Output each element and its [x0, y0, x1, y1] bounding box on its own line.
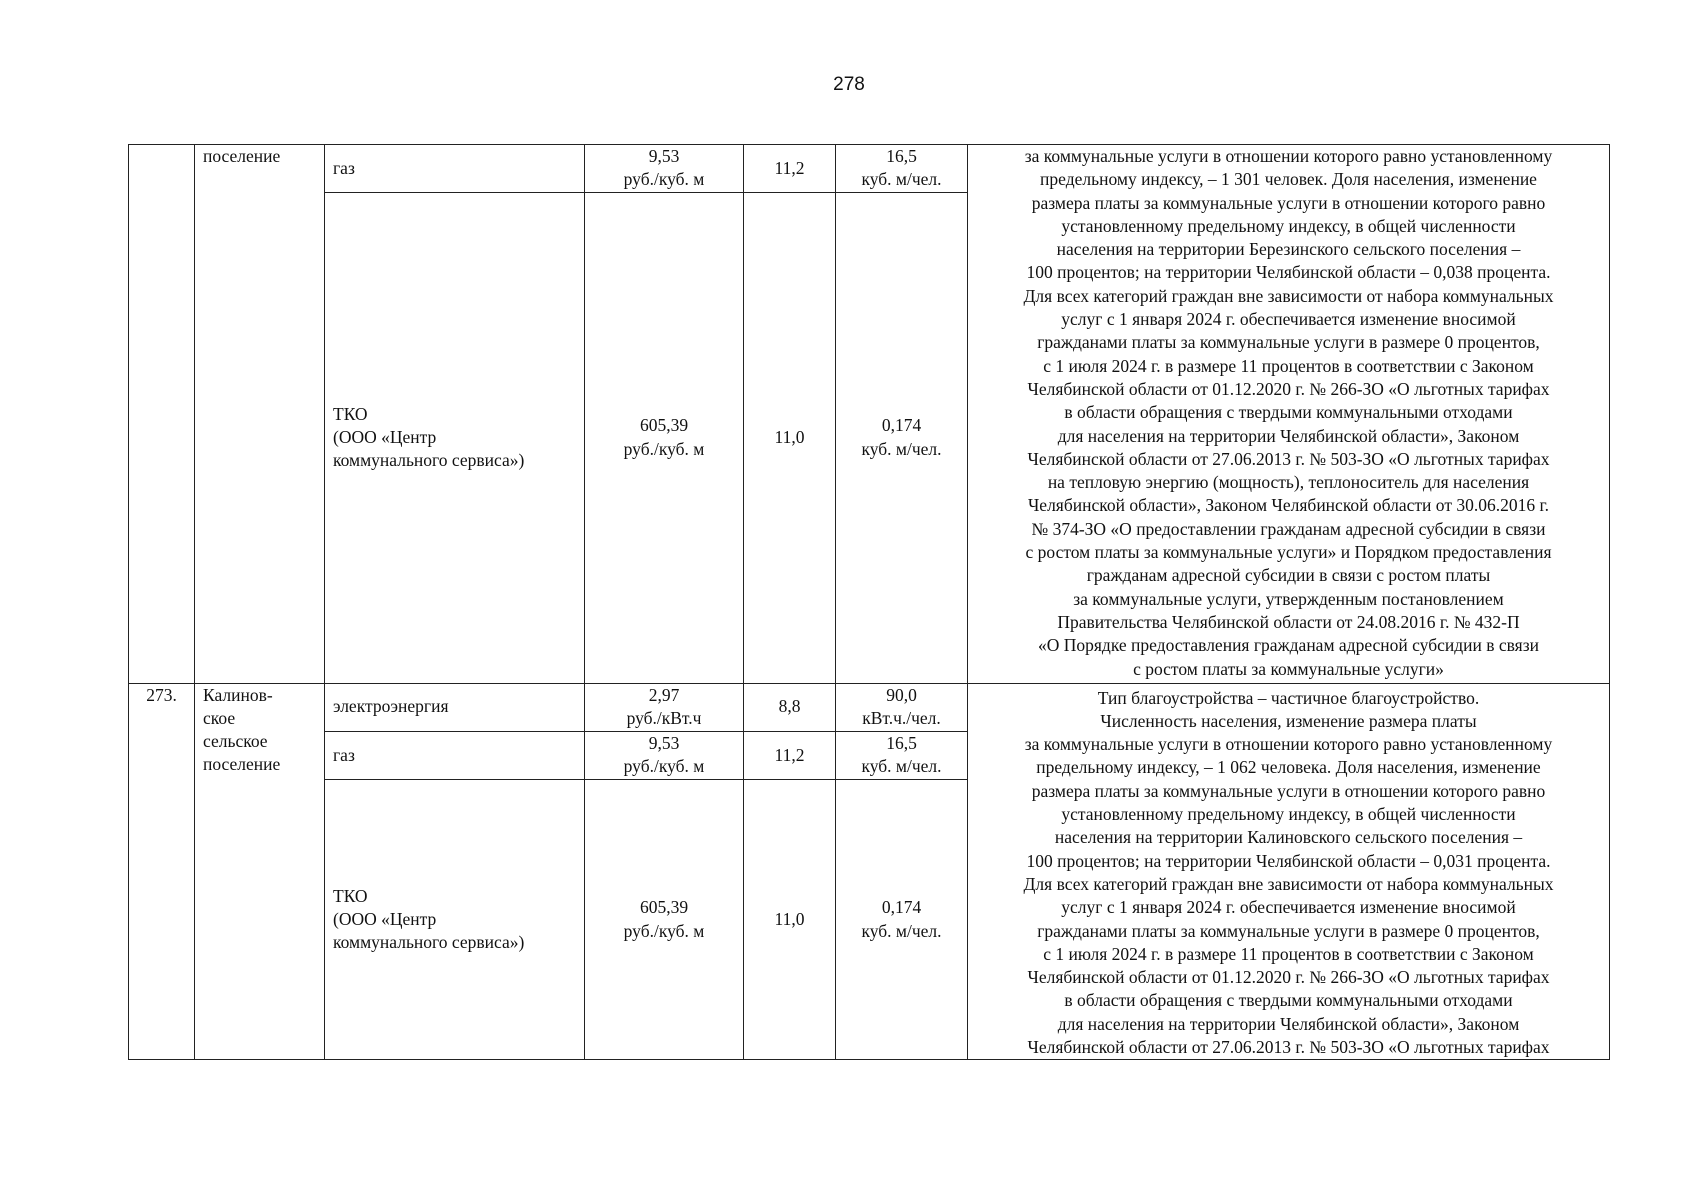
description-cell — [968, 683, 1610, 1060]
text-line: коммунального сервиса») — [333, 932, 525, 953]
text-line: газ — [333, 157, 355, 178]
text-line: 16,5 — [886, 732, 917, 753]
text-line: куб. м/чел. — [861, 169, 942, 190]
service-name-cell — [325, 779, 585, 1060]
text-line: Челябинской области от 01.12.2020 г. № 266-ЗО «О льготных тарифах — [1027, 967, 1550, 988]
row-number: 273. — [146, 684, 177, 705]
tariff-cell — [585, 145, 744, 193]
tariff-cell — [585, 192, 744, 683]
text-line: электроэнергия — [333, 696, 449, 717]
text-line: предельному индексу, – 1 062 человека. Доля населения, изменение — [1036, 757, 1541, 778]
text-line: Для всех категорий граждан вне зависимости от набора коммунальных — [1023, 285, 1554, 306]
index-value: 11,0 — [774, 908, 805, 929]
norm-cell — [836, 731, 968, 779]
text-line: руб./куб. м — [623, 756, 705, 777]
text-line: населения на территории Березинского сельского поселения – — [1056, 239, 1521, 260]
text-line: с 1 июля 2024 г. в размере 11 процентов в соответствии с Законом — [1043, 943, 1534, 964]
index-cell — [744, 683, 836, 731]
text-line: сельское — [203, 731, 268, 752]
text-line: с 1 июля 2024 г. в размере 11 процентов в соответствии с Законом — [1043, 355, 1534, 376]
text-line: газ — [333, 744, 355, 765]
index-cell — [744, 779, 836, 1060]
text-line: 9,53 — [648, 732, 680, 753]
text-line: руб./куб. м — [623, 438, 705, 459]
text-line: для населения на территории Челябинской области», Законом — [1057, 425, 1520, 446]
text-line: куб. м/чел. — [861, 756, 942, 777]
text-line: Для всех категорий граждан вне зависимости от набора коммунальных — [1023, 873, 1554, 894]
text-line: с ростом платы за коммунальные услуги» и Порядком предоставления — [1025, 542, 1552, 563]
settlement-cell — [195, 683, 325, 1060]
norm-cell — [836, 683, 968, 731]
text-line: ТКО — [333, 885, 368, 906]
row-number-cell — [129, 683, 195, 1060]
text-line: услуг с 1 января 2024 г. обеспечивается изменение вносимой — [1061, 897, 1516, 918]
text-line: (ООО «Центр — [333, 426, 437, 447]
text-line: услуг с 1 января 2024 г. обеспечивается изменение вносимой — [1061, 309, 1516, 330]
tariff-table — [128, 144, 1610, 1060]
text-line: 0,174 — [881, 415, 922, 436]
norm-cell — [836, 145, 968, 193]
norm-cell — [836, 779, 968, 1060]
service-name-cell — [325, 145, 585, 193]
index-value: 11,2 — [774, 744, 805, 765]
text-line: коммунального сервиса») — [333, 450, 525, 471]
text-line: 605,39 — [639, 897, 689, 918]
index-value: 11,0 — [774, 426, 805, 447]
text-line: Калинов- — [203, 684, 273, 705]
text-line: 90,0 — [886, 684, 917, 705]
text-line: размера платы за коммунальные услуги в отношении которого равно — [1031, 780, 1546, 801]
text-line: поселение — [203, 754, 281, 775]
text-line: за коммунальные услуги в отношении которого равно установленному — [1024, 734, 1553, 755]
text-line: для населения на территории Челябинской области», Законом — [1057, 1013, 1520, 1034]
text-line: поселение — [203, 146, 281, 166]
index-value: 8,8 — [778, 696, 801, 717]
text-line: руб./куб. м — [623, 169, 705, 190]
tariff-cell — [585, 683, 744, 731]
tariff-cell — [585, 731, 744, 779]
row-number-cell — [129, 145, 195, 684]
text-line: установленному предельному индексу, в общей численности — [1061, 215, 1516, 236]
text-line: 605,39 — [639, 415, 689, 436]
index-cell — [744, 192, 836, 683]
text-line: населения на территории Калиновского сельского поселения – — [1054, 827, 1523, 848]
text-line: ТКО — [333, 403, 368, 424]
text-line: куб. м/чел. — [861, 920, 942, 941]
index-cell — [744, 731, 836, 779]
text-line: с ростом платы за коммунальные услуги» — [1133, 658, 1444, 679]
index-cell — [744, 145, 836, 193]
text-line: 100 процентов; на территории Челябинской области – 0,031 процента. — [1026, 850, 1551, 871]
text-line: кВт.ч./чел. — [862, 708, 941, 729]
text-line: ское — [203, 707, 236, 728]
text-line: руб./кВт.ч — [626, 708, 702, 729]
text-line: (ООО «Центр — [333, 908, 437, 929]
text-line: гражданами платы за коммунальные услуги в размере 0 процентов, — [1037, 332, 1540, 353]
text-line: Челябинской области от 01.12.2020 г. № 266-ЗО «О льготных тарифах — [1027, 378, 1550, 399]
text-line: 100 процентов; на территории Челябинской области – 0,038 процента. — [1026, 262, 1551, 283]
text-line: Челябинской области от 27.06.2013 г. № 503-ЗО «О льготных тарифах — [1027, 448, 1550, 469]
tariff-cell — [585, 779, 744, 1060]
text-line: предельному индексу, – 1 301 человек. Доля населения, изменение — [1040, 169, 1537, 190]
text-line: 16,5 — [886, 146, 917, 166]
text-line: гражданами платы за коммунальные услуги в размере 0 процентов, — [1037, 920, 1540, 941]
service-name-cell — [325, 192, 585, 683]
index-value: 11,2 — [774, 157, 805, 178]
text-line: 9,53 — [648, 146, 680, 166]
text-line: Челябинской области», Законом Челябинской области от 30.06.2016 г. — [1027, 495, 1550, 516]
text-line: гражданам адресной субсидии в связи с ростом платы — [1086, 565, 1491, 586]
text-line: Численность населения, изменение размера платы — [1100, 710, 1477, 731]
text-line: Тип благоустройства – частичное благоустройство. — [1097, 687, 1480, 708]
text-line: Челябинской области от 27.06.2013 г. № 503-ЗО «О льготных тарифах — [1027, 1037, 1550, 1058]
text-line: установленному предельному индексу, в общей численности — [1061, 804, 1516, 825]
text-line: 0,174 — [881, 897, 922, 918]
text-line: куб. м/чел. — [861, 438, 942, 459]
table-row — [129, 145, 1610, 193]
service-name-cell — [325, 731, 585, 779]
text-line: 2,97 — [648, 684, 680, 705]
text-line: на тепловую энергию (мощность), теплоноситель для населения — [1047, 472, 1530, 493]
table-row — [129, 683, 1610, 731]
settlement-cell — [195, 145, 325, 684]
text-line: за коммунальные услуги, утвержденным постановлением — [1073, 588, 1504, 609]
service-name-cell — [325, 683, 585, 731]
description-cell — [968, 145, 1610, 684]
text-line: за коммунальные услуги в отношении которого равно установленному — [1024, 146, 1553, 166]
page-number: 278 — [833, 74, 865, 95]
text-line: в области обращения с твердыми коммунальными отходами — [1064, 402, 1513, 423]
text-line: № 374-ЗО «О предоставлении гражданам адресной субсидии в связи — [1031, 518, 1546, 539]
text-line: Правительства Челябинской области от 24.08.2016 г. № 432-П — [1057, 611, 1520, 632]
text-line: в области обращения с твердыми коммунальными отходами — [1064, 990, 1513, 1011]
norm-cell — [836, 192, 968, 683]
text-line: руб./куб. м — [623, 920, 705, 941]
text-line: «О Порядке предоставления гражданам адресной субсидии в связи — [1037, 635, 1540, 656]
text-line: размера платы за коммунальные услуги в отношении которого равно — [1031, 192, 1546, 213]
